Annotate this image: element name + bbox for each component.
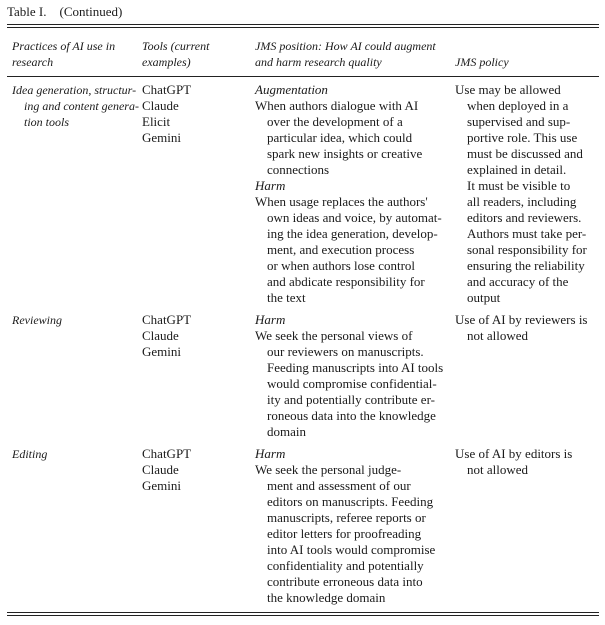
table-continued: (Continued) — [59, 4, 123, 19]
row2-position: Harm We seek the personal views of our reviewers on manuscripts. Feeding manuscripts into AI tools would compromise confidential- ity and potentially contribute er- roneous data into the knowledge domain — [255, 312, 447, 440]
row1-position: Augmentation When authors dialogue with AI over the development of a particular idea, which could spark new insights or creative connections Harm When usage replaces the authors' own ideas and voice, by automat- ing the idea generation, develop- ment, and execution process or when authors lose control and abdicate responsibility for the text — [255, 82, 447, 306]
document-page — [7, 0, 599, 625]
header-rule — [7, 76, 599, 77]
top-rule — [7, 24, 599, 25]
row1-practice: Idea generation, structur- ing and content genera- tion tools — [12, 83, 139, 129]
header-policy: JMS policy — [455, 55, 509, 69]
header-practices: Practices of AI use in research — [12, 39, 116, 69]
table-label: Table I. — [7, 4, 47, 19]
header-position: JMS position: How AI could augment and harm research quality — [255, 39, 436, 69]
row3-tools: ChatGPT Claude Gemini — [142, 446, 192, 493]
top-rule-double — [7, 27, 599, 28]
row3-position: Harm We seek the personal judge- ment and assessment of our editors on manuscripts. Feeding manuscripts, referee reports or editor letters for proofreading into AI tools would compromise confidentiality and potentially contribute erroneous data into the knowledge domain — [255, 446, 447, 606]
row2-tools: ChatGPT Claude Gemini — [142, 312, 192, 359]
row2-practice: Reviewing — [12, 313, 62, 327]
row1-policy: Use may be allowed when deployed in a supervised and sup- portive role. This use must be discussed and explained in detail. It must be visible to all readers, including editors and reviewers. Authors must take per- sonal responsibility for ensuring the reliability and accuracy of the output — [455, 82, 587, 305]
row3-policy: Use of AI by editors is not allowed — [455, 446, 573, 477]
row2-policy: Use of AI by reviewers is not allowed — [455, 312, 588, 343]
table-caption — [7, 4, 122, 20]
row3-practice: Editing — [12, 447, 48, 461]
harm-label: Harm — [255, 446, 286, 461]
harm-label: Harm — [255, 312, 286, 327]
bottom-rule — [7, 612, 599, 613]
bottom-rule-double — [7, 615, 599, 616]
augmentation-label: Augmentation — [255, 82, 328, 97]
harm-label: Harm — [255, 178, 286, 193]
row1-tools: ChatGPT Claude Elicit Gemini — [142, 82, 192, 145]
header-tools: Tools (current examples) — [142, 39, 210, 69]
